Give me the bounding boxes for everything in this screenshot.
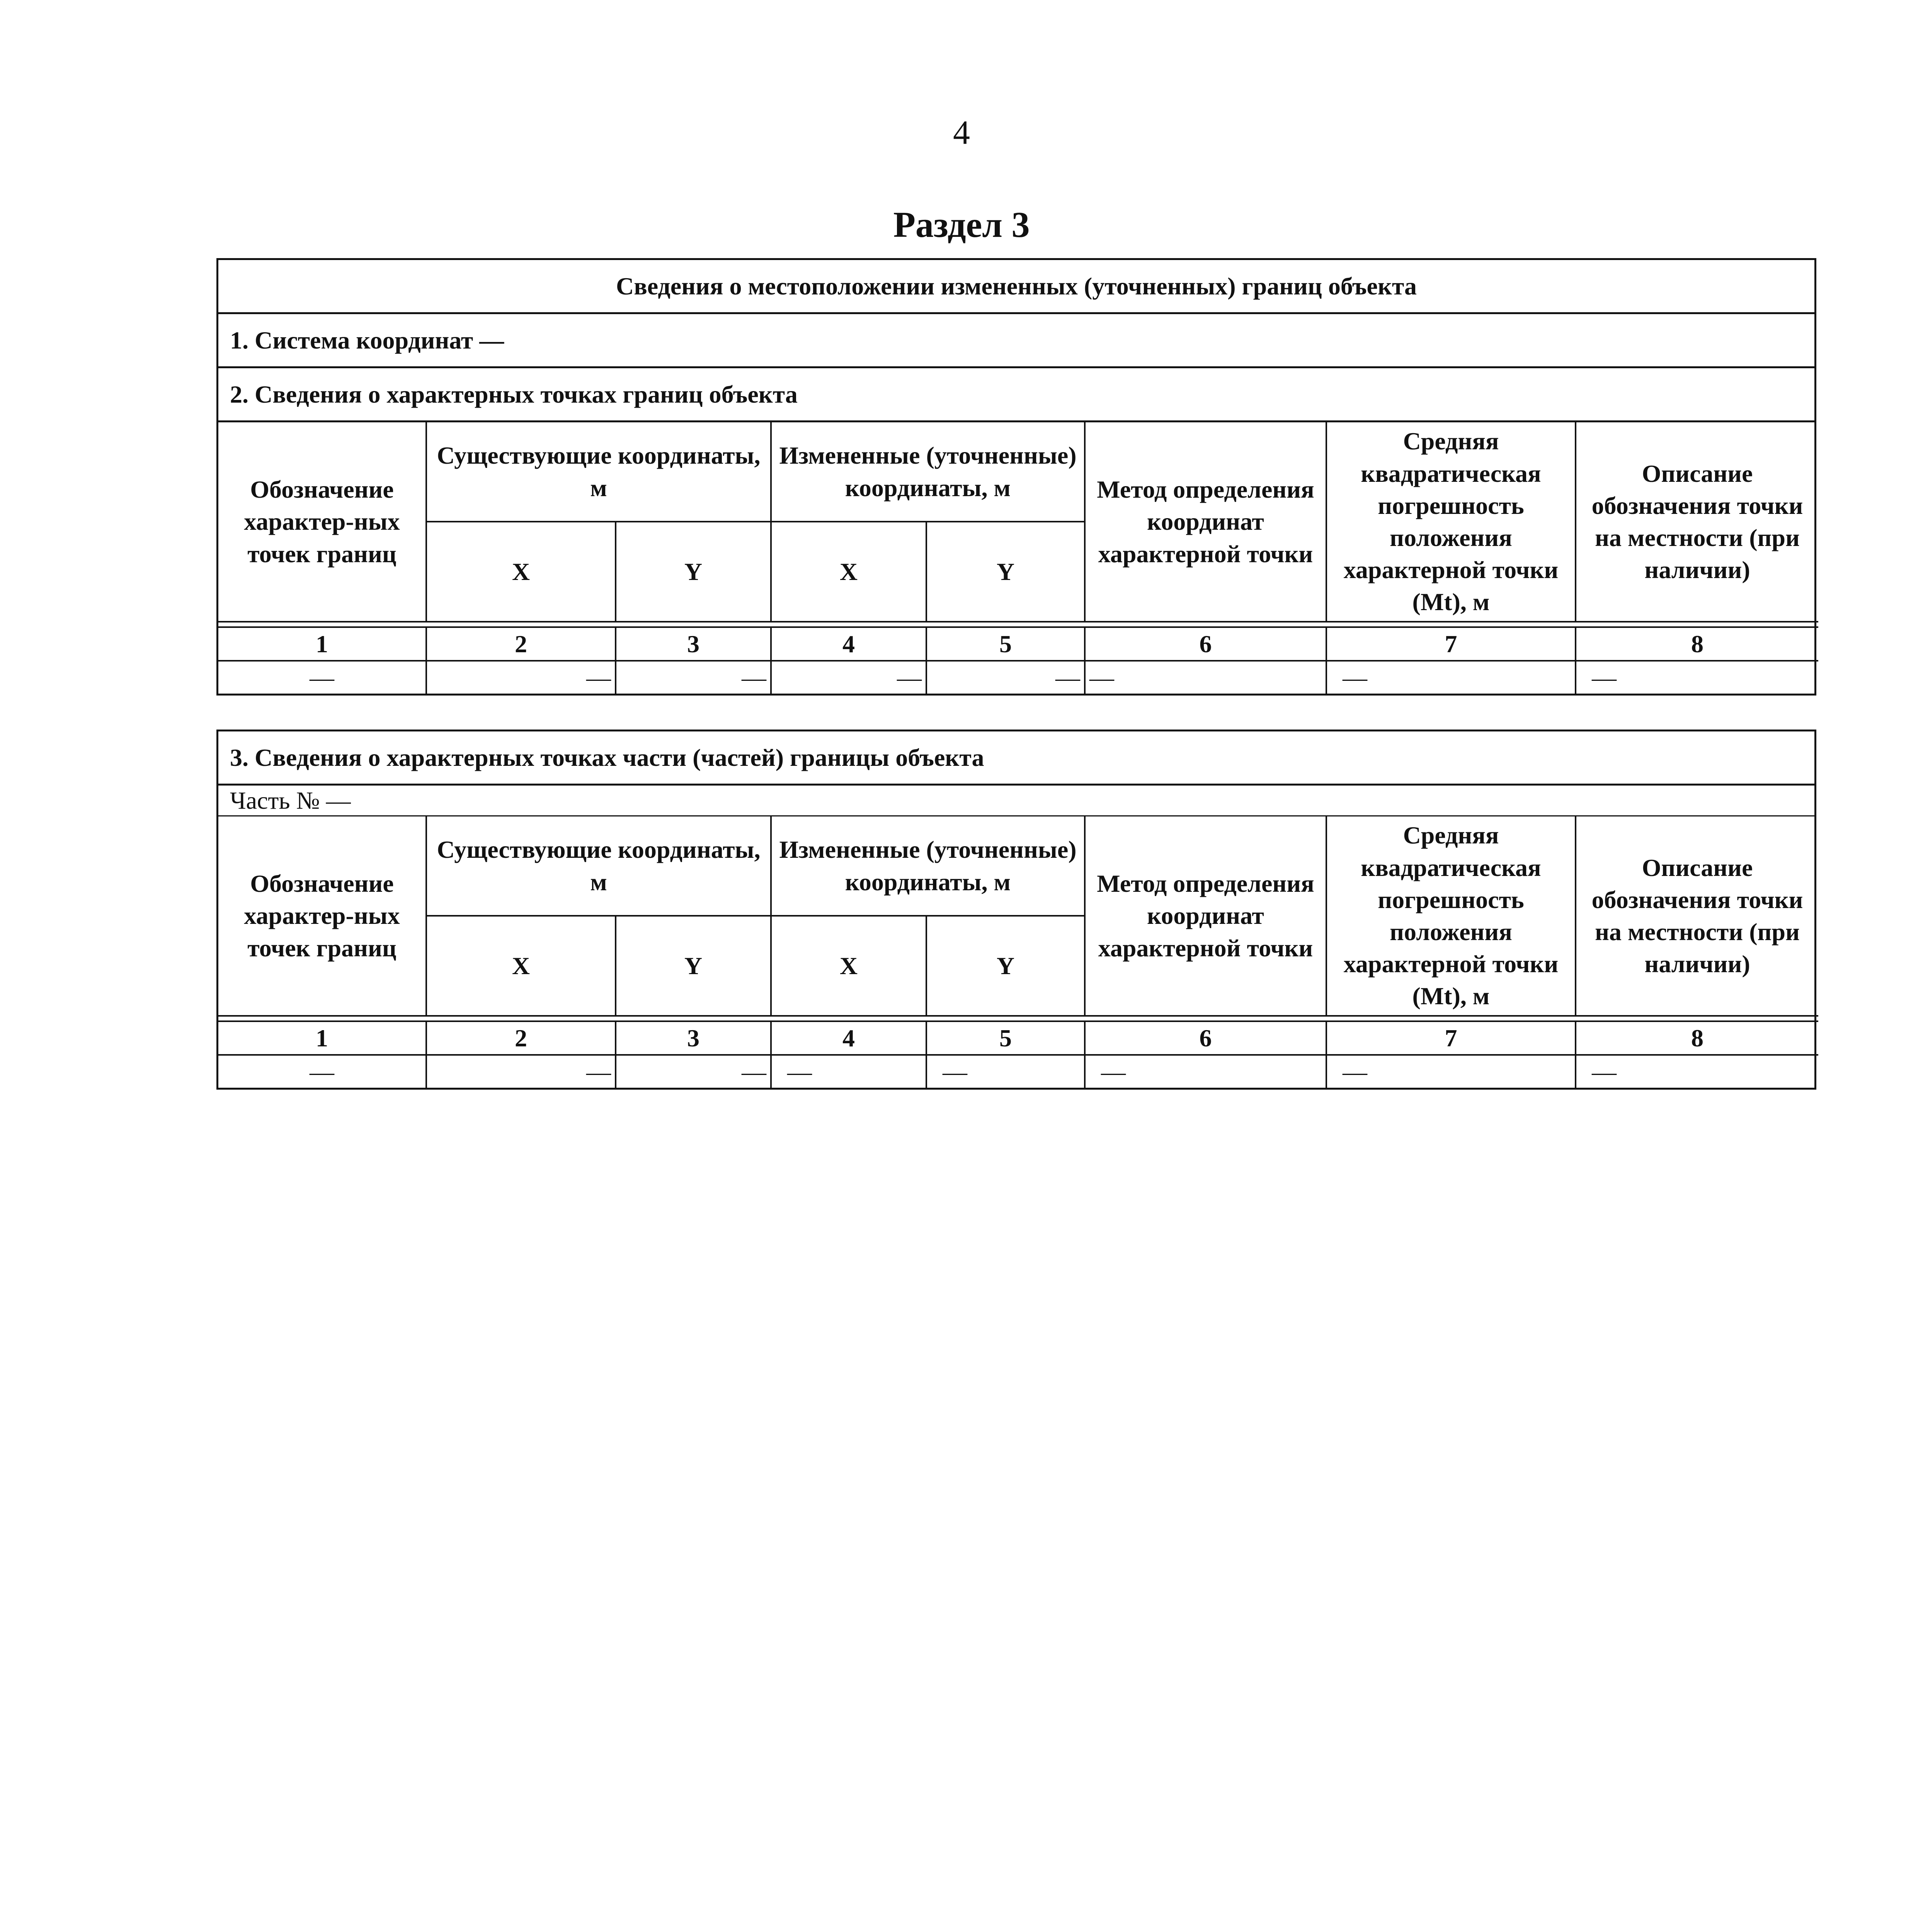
header-point-designation: Обозначение характер-ных точек границ <box>218 816 426 1016</box>
column-number: 1 <box>218 1021 426 1055</box>
column-number: 1 <box>218 627 426 661</box>
section-table-parts <box>216 730 1816 1090</box>
table-cell: — <box>1085 1055 1326 1088</box>
column-numbers-row <box>218 1021 1818 1055</box>
header-changed-y: Y <box>926 916 1085 1016</box>
header-existing-y: Y <box>616 916 771 1016</box>
column-number: 6 <box>1085 1021 1326 1055</box>
column-number: 4 <box>771 627 926 661</box>
column-number: 6 <box>1085 627 1326 661</box>
part-points-table <box>218 816 1818 1088</box>
points-table <box>218 422 1818 694</box>
part-number-row: Часть № — <box>218 786 1814 816</box>
header-changed-coords: Измененные (уточненные) координаты, м <box>771 816 1085 916</box>
table-cell: — <box>771 661 926 694</box>
part-points-title: 3. Сведения о характерных точках части (частей) границы объекта <box>218 731 1814 786</box>
section-title: Раздел 3 <box>893 205 1030 245</box>
header-error: Средняя квадратическая погрешность положения характерной точки (Mt), м <box>1326 816 1576 1016</box>
table-cell: — <box>426 661 616 694</box>
table-row <box>218 1055 1818 1088</box>
header-changed-coords: Измененные (уточненные) координаты, м <box>771 422 1085 522</box>
header-separator <box>218 622 1818 627</box>
column-number: 4 <box>771 1021 926 1055</box>
column-number: 8 <box>1576 1021 1818 1055</box>
table-cell: — <box>1085 661 1326 694</box>
column-number: 2 <box>426 627 616 661</box>
column-number: 5 <box>926 1021 1085 1055</box>
column-number: 7 <box>1326 1021 1576 1055</box>
column-number: 5 <box>926 627 1085 661</box>
header-separator <box>218 1016 1818 1021</box>
table-cell: — <box>1576 661 1818 694</box>
column-number: 2 <box>426 1021 616 1055</box>
section-table-boundaries <box>216 258 1816 696</box>
coordinate-system-row: 1. Система координат — <box>218 314 1814 368</box>
header-existing-y: Y <box>616 522 771 622</box>
header-changed-x: X <box>771 916 926 1016</box>
header-method: Метод определения координат характерной точки <box>1085 422 1326 622</box>
table-cell: — <box>926 1055 1085 1088</box>
table-cell: — <box>1576 1055 1818 1088</box>
table-cell: — <box>1326 661 1576 694</box>
table-cell: — <box>616 661 771 694</box>
header-existing-coords: Существующие координаты, м <box>426 422 771 522</box>
column-numbers-row <box>218 627 1818 661</box>
table-cell: — <box>1326 1055 1576 1088</box>
header-existing-coords: Существующие координаты, м <box>426 816 771 916</box>
table-cell: — <box>218 1055 426 1088</box>
header-existing-x: X <box>426 916 616 1016</box>
header-description: Описание обозначения точки на местности (при наличии) <box>1576 422 1818 622</box>
header-error: Средняя квадратическая погрешность положения характерной точки (Mt), м <box>1326 422 1576 622</box>
header-existing-x: X <box>426 522 616 622</box>
header-description: Описание обозначения точки на местности (при наличии) <box>1576 816 1818 1016</box>
page-number: 4 <box>953 114 970 151</box>
column-number: 3 <box>616 1021 771 1055</box>
header-point-designation: Обозначение характер-ных точек границ <box>218 422 426 622</box>
table-cell: — <box>218 661 426 694</box>
column-number: 3 <box>616 627 771 661</box>
table-cell: — <box>926 661 1085 694</box>
table-cell: — <box>616 1055 771 1088</box>
header-method: Метод определения координат характерной точки <box>1085 816 1326 1016</box>
column-number: 7 <box>1326 627 1576 661</box>
header-changed-y: Y <box>926 522 1085 622</box>
table-row <box>218 661 1818 694</box>
column-number: 8 <box>1576 627 1818 661</box>
table-cell: — <box>426 1055 616 1088</box>
points-info-title: 2. Сведения о характерных точках границ объекта <box>218 368 1814 422</box>
table-title: Сведения о местоположении измененных (уточненных) границ объекта <box>218 260 1814 314</box>
header-changed-x: X <box>771 522 926 622</box>
table-cell: — <box>771 1055 926 1088</box>
